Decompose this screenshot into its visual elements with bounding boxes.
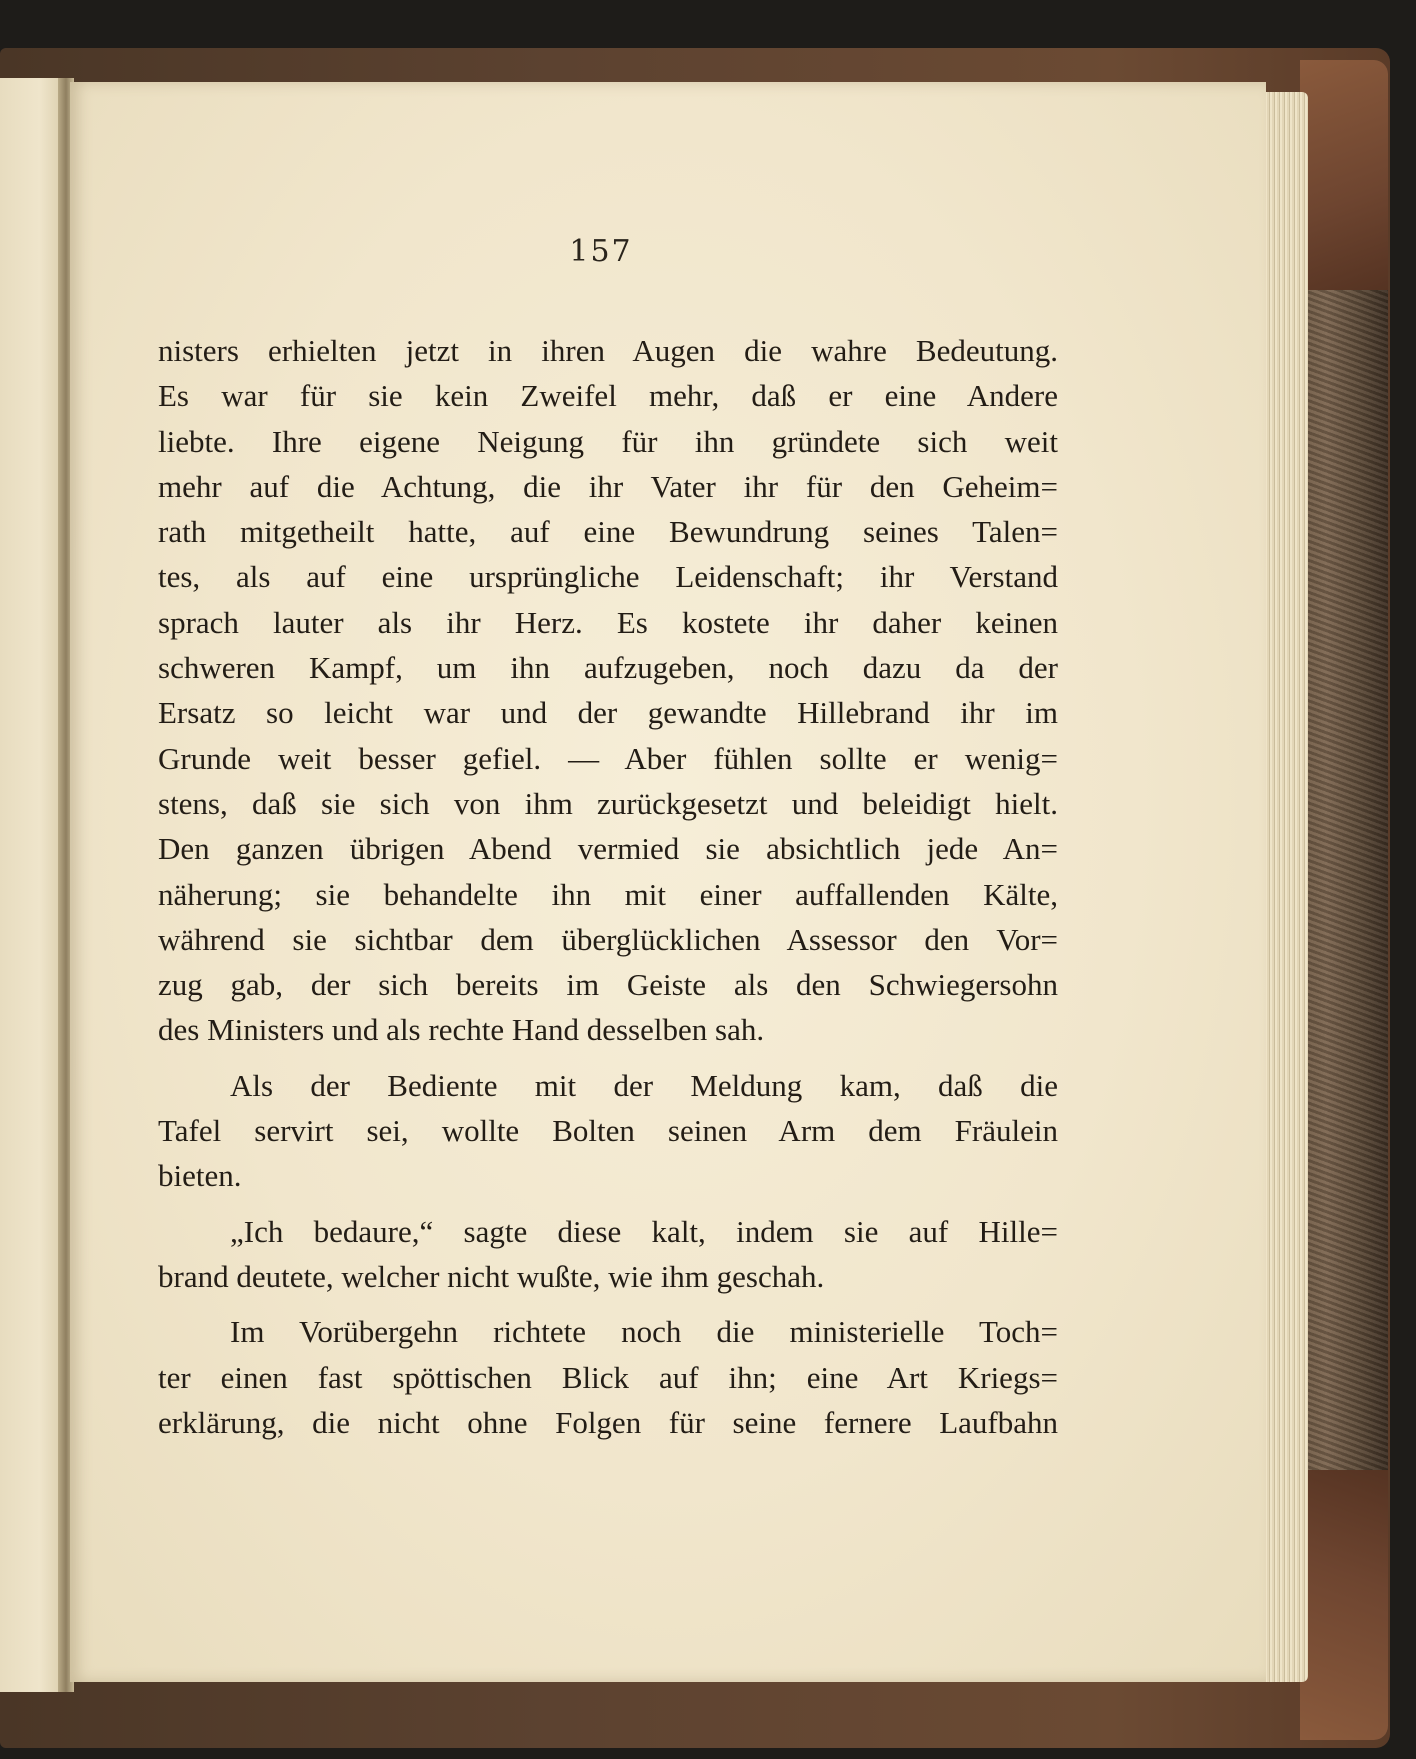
text-line: während sie sichtbar dem überglücklichen Assessor den Vor= [158,921,1058,957]
book-page [70,82,1266,1682]
text-line: des Ministers und als rechte Hand desselben sah. [158,1012,765,1048]
page-body-text [158,328,1058,1445]
text-line: Tafel servirt sei, wollte Bolten seinen Arm dem Fräulein [158,1113,1058,1149]
text-line: Im Vorübergehn richtete noch die ministerielle Toch= [230,1314,1058,1350]
text-line: bieten. [158,1158,242,1194]
page-number: 157 [569,234,633,269]
text-line: schweren Kampf, um ihn aufzugeben, noch dazu da der [158,650,1058,686]
paragraph-gap [158,1053,1058,1063]
text-line: Als der Bediente mit der Meldung kam, daß die [230,1067,1058,1103]
text-line: stens, daß sie sich von ihm zurückgesetzt und beleidigt hielt. [158,785,1058,821]
text-line: „Ich bedaure,“ sagte diese kalt, indem sie auf Hille= [230,1213,1058,1249]
text-line: mehr auf die Achtung, die ihr Vater ihr für den Geheim= [158,468,1058,504]
text-line: näherung; sie behandelte ihn mit einer auffallenden Kälte, [158,876,1058,912]
text-line: liebte. Ihre eigene Neigung für ihn gründete sich weit [158,423,1058,459]
text-line: Ersatz so leicht war und der gewandte Hillebrand ihr im [158,695,1058,731]
text-line: Den ganzen übrigen Abend vermied sie absichtlich jede An= [158,831,1058,867]
text-line: Es war für sie kein Zweifel mehr, daß er eine Andere [158,378,1058,414]
text-line: rath mitgetheilt hatte, auf eine Bewundrung seines Talen= [158,514,1058,550]
text-line: tes, als auf eine ursprüngliche Leidenschaft; ihr Verstand [158,559,1058,595]
page-edges [1262,92,1308,1682]
text-line: zug gab, der sich bereits im Geiste als den Schwiegersohn [158,967,1058,1003]
text-line: nisters erhielten jetzt in ihren Augen die wahre Bedeutung. [158,333,1058,368]
text-line: Grunde weit besser gefiel. — Aber fühlen sollte er wenig= [158,740,1058,776]
leather-corner-bottom [1300,1470,1388,1740]
text-line: sprach lauter als ihr Herz. Es kostete ihr daher keinen [158,604,1058,640]
paragraph-gap [158,1199,1058,1209]
text-line: ter einen fast spöttischen Blick auf ihn; eine Art Kriegs= [158,1359,1058,1395]
paragraph-gap [158,1299,1058,1309]
left-page-edge [0,78,66,1692]
leather-corner-top [1300,60,1388,290]
text-line: brand deutete, welcher nicht wußte, wie ihm geschah. [158,1258,825,1294]
text-line: erklärung, die nicht ohne Folgen für seine fernere Laufbahn [158,1404,1058,1440]
